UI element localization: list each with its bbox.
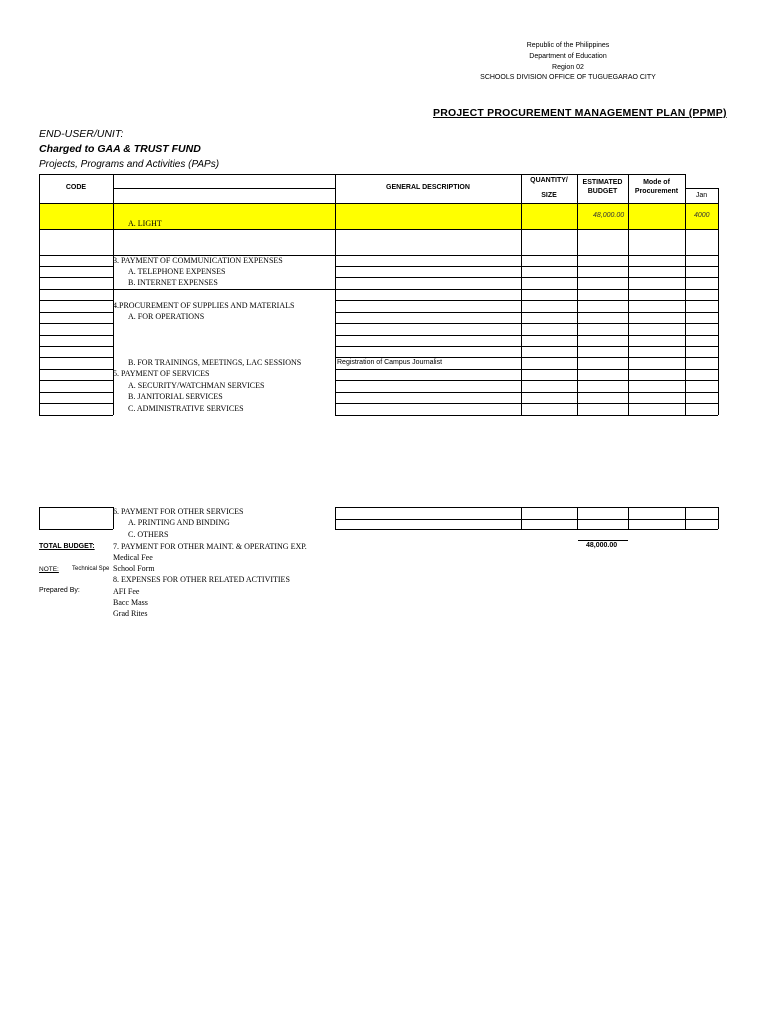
row-for-operations: A. FOR OPERATIONS [128,312,205,321]
row-light: A. LIGHT [128,219,162,228]
row-security-services: A. SECURITY/WATCHMAN SERVICES [128,381,265,390]
total-budget-rule [578,540,628,541]
total-budget-value: 48,000.00 [586,542,618,549]
note-text: Technical Spe [72,566,110,572]
row-procurement-supplies: 4.PROCUREMENT OF SUPPLIES AND MATERIALS [113,301,295,310]
row-other-related-activities: 8. EXPENSES FOR OTHER RELATED ACTIVITIES [113,575,290,584]
row-for-trainings: B. FOR TRAININGS, MEETINGS, LAC SESSIONS [128,358,302,367]
row-communication-expenses: 3. PAYMENT OF COMMUNICATION EXPENSES [113,256,283,265]
page-title: PROJECT PROCUREMENT MANAGEMENT PLAN (PPMP) [433,107,727,119]
row-bacc-mass: Bacc Mass [113,598,148,607]
column-header-general-description: GENERAL DESCRIPTION [386,184,470,191]
header-department: Department of Education [529,53,607,60]
column-header-mode-of: Mode of [643,179,670,186]
end-user-label: END-USER/UNIT: [39,128,124,140]
row-afi-fee: AFI Fee [113,587,140,596]
light-budget-value: 48,000.00 [593,212,625,219]
light-jan-value: 4000 [694,212,710,219]
prepared-by-label: Prepared By: [39,587,80,594]
row-administrative-services: C. ADMINISTRATIVE SERVICES [128,404,244,413]
row-medical-fee: Medical Fee [113,553,153,562]
total-budget-label: TOTAL BUDGET: [39,543,95,550]
header-region: Region 02 [552,64,584,71]
row-other-maint-expenses: 7. PAYMENT FOR OTHER MAINT. & OPERATING EXP. [113,542,307,551]
header-republic: Republic of the Philippines [526,42,610,49]
row-janitorial-services: B. JANITORIAL SERVICES [128,392,223,401]
column-header-quantity: QUANTITY/ [530,177,568,184]
column-header-budget: BUDGET [587,188,618,195]
row-grad-rites: Grad Rites [113,609,148,618]
column-header-code: CODE [65,184,87,191]
header-division: SCHOOLS DIVISION OFFICE OF TUGUEGARAO CITY [480,74,656,81]
row-other-services: 6. PAYMENT FOR OTHER SERVICES [113,507,244,516]
row-internet-expenses: B. INTERNET EXPENSES [128,278,218,287]
row-school-form: School Form [113,564,155,573]
row-telephone-expenses: A. TELEPHONE EXPENSES [128,267,226,276]
charged-to-label: Charged to GAA & TRUST FUND [39,143,201,155]
paps-label: Projects, Programs and Activities (PAPs) [39,159,220,170]
column-header-jan: Jan [695,192,708,199]
note-label: NOTE: [39,566,59,573]
row-payment-of-services: 5. PAYMENT OF SERVICES [113,369,210,378]
trainings-description: Registration of Campus Journalist [337,359,443,366]
row-printing-binding: A. PRINTING AND BINDING [128,518,230,527]
column-header-size: SIZE [541,192,557,199]
column-header-procurement: Procurement [634,188,679,195]
row-others: C. OTHERS [128,530,169,539]
column-header-estimated: ESTIMATED [582,179,623,186]
